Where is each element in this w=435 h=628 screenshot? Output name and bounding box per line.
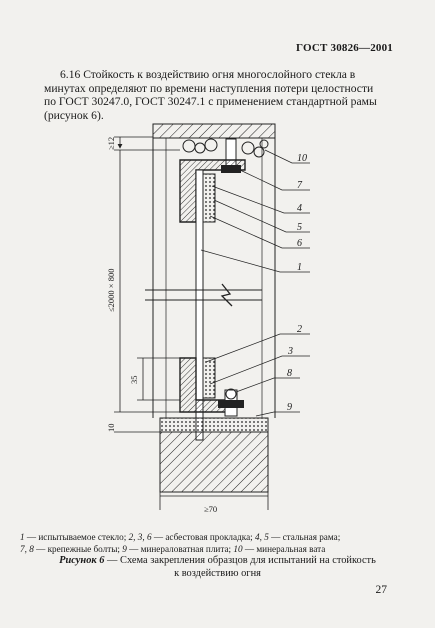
callout-4: 4 — [297, 203, 302, 214]
callout-8: 8 — [287, 368, 292, 379]
dim-bottom-lower: 35 — [129, 375, 139, 384]
mineral-plate — [160, 418, 268, 432]
legend-text: — испытываемое стекло; — [24, 532, 129, 542]
legend-num: 4, 5 — [255, 532, 269, 542]
bottom-wall — [160, 432, 268, 492]
legend-num: 1 — [20, 532, 25, 542]
legend-num: 10 — [233, 543, 243, 554]
dim-top-gap: ≥12 — [106, 136, 116, 150]
callout-7: 7 — [297, 180, 302, 191]
legend-text: — минераловатная плита; — [126, 543, 234, 554]
dim-width: ≥70 — [204, 504, 218, 514]
figure-caption — [20, 555, 415, 580]
callout-10: 10 — [297, 153, 307, 164]
callout-2: 2 — [297, 324, 302, 335]
dim-height: ≤2000 × 800 — [106, 268, 116, 312]
legend-num: 9 — [122, 543, 127, 554]
gasket-top — [203, 174, 215, 222]
callout-5: 5 — [297, 222, 302, 233]
paragraph-line: (рисунок 6). — [44, 108, 104, 122]
legend-text: — асбестовая прокладка; — [151, 532, 255, 542]
figure-legend — [20, 532, 415, 555]
callout-3: 3 — [288, 346, 293, 357]
gasket-bottom — [203, 358, 215, 398]
paragraph-line: минутах определяют по времени наступления потери целостности — [44, 81, 374, 95]
legend-num: 7, 8 — [20, 543, 34, 554]
legend-text: — крепежные болты; — [33, 543, 123, 554]
dim-base: 10 — [106, 423, 116, 432]
figure-caption-line1: — Схема закрепления образцов для испытаний на стойкость — [104, 555, 376, 566]
figure-caption-line2: к воздействию огня — [174, 567, 261, 579]
legend-num: 2, 3, 6 — [128, 532, 152, 542]
callout-1: 1 — [297, 262, 302, 273]
paragraph-line: 6.16 Стойкость к воздействию огня многослойного стекла в — [60, 68, 356, 81]
paragraph-line: по ГОСТ 30247.0, ГОСТ 30247.1 с применением стандартной рамы — [44, 95, 377, 109]
figure-caption-label: Рисунок 6 — [59, 555, 105, 566]
page-number: 27 — [375, 584, 387, 596]
callout-6: 6 — [297, 238, 302, 249]
callout-9: 9 — [287, 402, 292, 413]
top-wall — [153, 124, 275, 138]
legend-text: — стальная рама; — [268, 532, 341, 542]
document-header: ГОСТ 30826—2001 — [296, 42, 393, 54]
legend-text: — минеральная вата — [242, 543, 326, 554]
